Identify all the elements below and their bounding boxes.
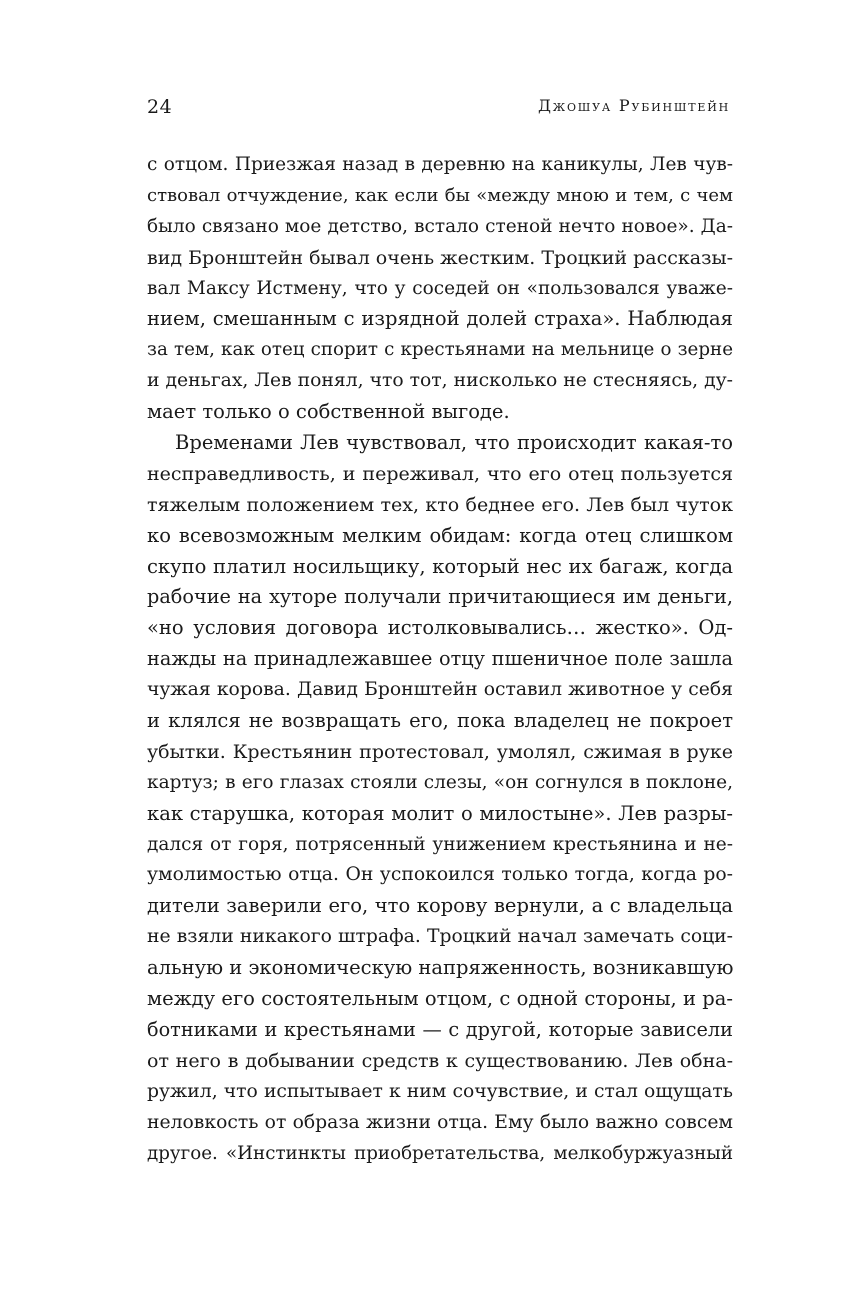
text-line: «но условия договора истолковывались… жестко». Од-: [147, 616, 733, 640]
text-line: Временами Лев чувствовал, что происходит какая-то: [175, 431, 733, 455]
text-line: вал Максу Истмену, что у соседей он «пользовался уваже-: [147, 277, 733, 299]
text-line: дители заверили его, что корову вернули, а с владельца: [147, 894, 733, 918]
text-line: между его состоятельным отцом, с одной стороны, и ра-: [147, 987, 733, 1011]
text-line: картуз; в его глазах стояли слезы, «он согнулся в поклоне,: [147, 771, 733, 793]
text-line: чужая корова. Давид Бронштейн оставил животное у себя: [147, 679, 733, 701]
page-number: 24: [147, 96, 173, 118]
text-line: ружил, что испытывает к ним сочувствие, и стал ощущать: [147, 1080, 733, 1102]
text-line: неловкость от образа жизни отца. Ему было важно совсем: [147, 1111, 733, 1133]
text-line: альную и экономическую напряженность, возникавшую: [147, 956, 733, 980]
text-line: дался от горя, потрясенный унижением крестьянина и не-: [147, 833, 733, 855]
text-line: нием, смешанным с изрядной долей страха». Наблюдая: [147, 307, 733, 331]
text-line: было связано мое детство, встало стеной нечто новое». Да-: [147, 215, 733, 237]
text-line: за тем, как отец спорит с крестьянами на мельнице о зерне: [147, 339, 733, 361]
text-line: от него в добывании средств к существованию. Лев обна-: [147, 1049, 733, 1072]
text-line: скупо платил носильщику, который нес их багаж, когда: [147, 554, 733, 578]
text-line: не взяли никакого штрафа. Троцкий начал замечать соци-: [147, 926, 733, 948]
text-line: рабочие на хуторе получали причитающиеся им деньги,: [147, 585, 733, 609]
text-line: умолимостью отца. Он успокоился только тогда, когда ро-: [147, 864, 733, 886]
text-line: другое. «Инстинкты приобретательства, мелкобуржуазный: [147, 1142, 733, 1164]
body-text: [147, 150, 733, 1169]
text-line: ко всевозможным мелким обидам: когда отец слишком: [147, 523, 733, 547]
text-line: тяжелым положением тех, кто беднее его. Лев был чуток: [147, 493, 733, 516]
text-line: мает только о собственной выгоде.: [147, 400, 510, 424]
text-line: с отцом. Приезжая назад в деревню на каникулы, Лев чув-: [147, 154, 733, 175]
running-head-author: Джошуа Рубинштейн: [538, 96, 730, 115]
text-line: нажды на принадлежавшее отцу пшеничное поле зашла: [147, 647, 733, 671]
text-line: как старушка, которая молит о милостыне». Лев разры-: [147, 801, 733, 825]
text-line: ботниками и крестьянами — с другой, которые зависели: [147, 1017, 733, 1041]
text-line: и деньгах, Лев понял, что тот, нисколько не стесняясь, ду-: [147, 370, 733, 392]
text-line: вид Бронштейн бывал очень жестким. Троцкий рассказы-: [147, 246, 733, 269]
text-line: ствовал отчуждение, как если бы «между мною и тем, с чем: [147, 184, 733, 206]
text-line: убытки. Крестьянин протестовал, умолял, сжимая в руке: [147, 740, 733, 763]
text-line: и клялся не возвращать его, пока владелец не покроет: [147, 709, 733, 733]
text-line: несправедливость, и переживал, что его отец пользуется: [147, 462, 733, 485]
